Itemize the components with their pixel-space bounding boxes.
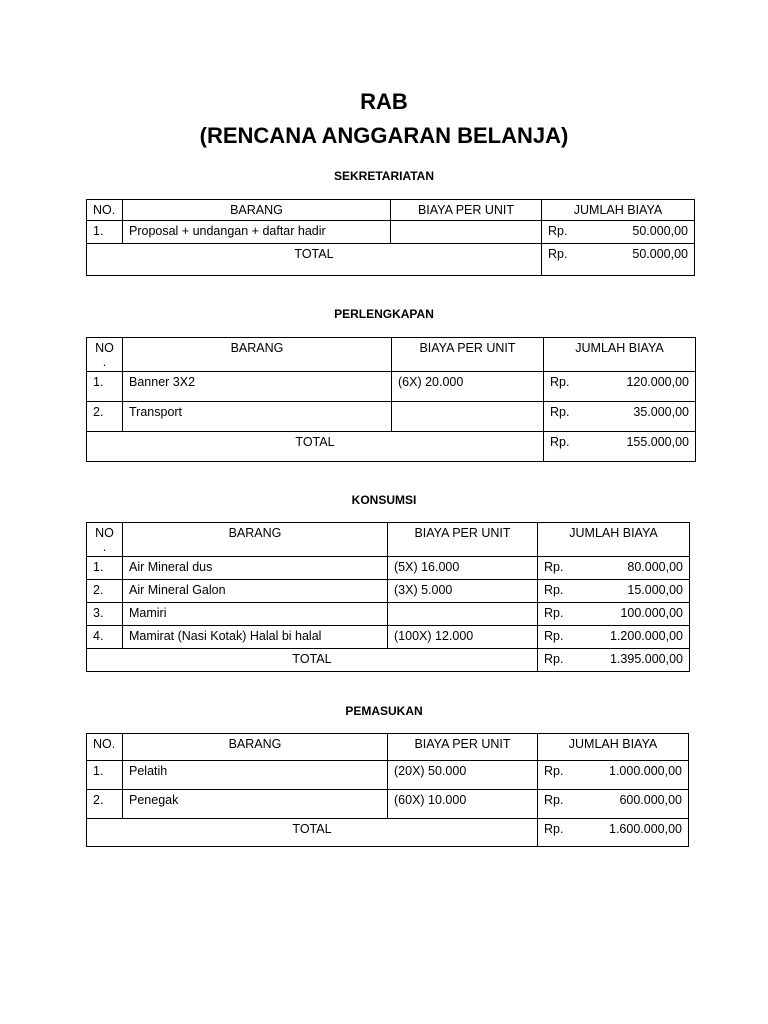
cell-biaya: (60X) 10.000 (388, 790, 538, 819)
header-biaya: BIAYA PER UNIT (392, 338, 544, 372)
section-title-pemasukan: PEMASUKAN (345, 704, 423, 718)
header-no: NO . (87, 338, 123, 372)
header-jumlah: JUMLAH BIAYA (538, 523, 690, 557)
cell-barang: Mamirat (Nasi Kotak) Halal bi halal (123, 626, 388, 649)
header-biaya: BIAYA PER UNIT (391, 200, 542, 221)
table-header-row (87, 523, 690, 557)
total-value: 50.000,00 (632, 247, 688, 261)
header-barang: BARANG (123, 734, 388, 761)
section-title-sekretariatan: SEKRETARIATAN (334, 169, 434, 183)
total-label: TOTAL (87, 244, 542, 276)
total-amount-cell (542, 244, 695, 276)
cell-biaya: (5X) 16.000 (388, 557, 538, 580)
total-row (87, 432, 696, 462)
header-no: NO . (87, 523, 123, 557)
currency-label: Rp. (548, 224, 568, 238)
cell-jumlah (542, 221, 695, 244)
cell-barang: Air Mineral dus (123, 557, 388, 580)
header-jumlah: JUMLAH BIAYA (544, 338, 696, 372)
cell-no: 1. (87, 557, 123, 580)
cell-biaya (392, 402, 544, 432)
cell-jumlah: Rp. 80.000,00 (538, 557, 690, 580)
section-title-perlengkapan: PERLENGKAPAN (334, 307, 434, 321)
cell-barang: Air Mineral Galon (123, 580, 388, 603)
cell-biaya: (20X) 50.000 (388, 761, 538, 790)
table-row (87, 603, 690, 626)
total-value: 155.000,00 (626, 435, 689, 449)
total-label: TOTAL (87, 432, 544, 462)
total-label: TOTAL (87, 649, 538, 672)
cell-no: 1. (87, 761, 123, 790)
cell-biaya: (100X) 12.000 (388, 626, 538, 649)
cell-jumlah: Rp. 35.000,00 (544, 402, 696, 432)
table-row (87, 402, 696, 432)
total-value: 1.600.000,00 (609, 822, 682, 836)
cell-barang: Pelatih (123, 761, 388, 790)
cell-barang: Transport (123, 402, 392, 432)
table-perlengkapan (86, 337, 696, 462)
total-amount-cell: Rp. 155.000,00 (544, 432, 696, 462)
cell-no: 4. (87, 626, 123, 649)
header-no: NO. (87, 734, 123, 761)
total-value: 1.395.000,00 (610, 652, 683, 666)
cell-jumlah: Rp. 120.000,00 (544, 372, 696, 402)
cell-no: 1. (87, 372, 123, 402)
cell-jumlah: Rp. 600.000,00 (538, 790, 689, 819)
table-row (87, 372, 696, 402)
cell-jumlah: Rp. 100.000,00 (538, 603, 690, 626)
table-row (87, 580, 690, 603)
header-barang: BARANG (123, 200, 391, 221)
table-row (87, 761, 689, 790)
header-biaya: BIAYA PER UNIT (388, 734, 538, 761)
table-row (87, 221, 695, 244)
table-row (87, 557, 690, 580)
cell-jumlah: Rp. 1.200.000,00 (538, 626, 690, 649)
header-no: NO. (87, 200, 123, 221)
total-amount-cell: Rp. 1.395.000,00 (538, 649, 690, 672)
total-row (87, 649, 690, 672)
total-amount-cell: Rp. 1.600.000,00 (538, 819, 689, 847)
cell-jumlah: Rp. 15.000,00 (538, 580, 690, 603)
header-barang: BARANG (123, 523, 388, 557)
cell-no: 1. (87, 221, 123, 244)
cell-barang: Banner 3X2 (123, 372, 392, 402)
header-barang: BARANG (123, 338, 392, 372)
cell-barang: Mamiri (123, 603, 388, 626)
amount-value: 50.000,00 (632, 224, 688, 238)
header-biaya: BIAYA PER UNIT (388, 523, 538, 557)
table-row (87, 790, 689, 819)
header-jumlah: JUMLAH BIAYA (538, 734, 689, 761)
cell-biaya (388, 603, 538, 626)
section-title-konsumsi: KONSUMSI (351, 493, 417, 507)
cell-biaya: (3X) 5.000 (388, 580, 538, 603)
table-sekretariatan (86, 199, 695, 276)
total-row (87, 244, 695, 276)
table-row (87, 626, 690, 649)
cell-no: 2. (87, 402, 123, 432)
cell-no: 3. (87, 603, 123, 626)
table-konsumsi (86, 522, 690, 672)
cell-biaya: (6X) 20.000 (392, 372, 544, 402)
header-jumlah: JUMLAH BIAYA (542, 200, 695, 221)
currency-label: Rp. (548, 247, 568, 261)
table-header-row (87, 200, 695, 221)
total-row (87, 819, 689, 847)
cell-biaya (391, 221, 542, 244)
table-header-row (87, 338, 696, 372)
document-subtitle: (RENCANA ANGGARAN BELANJA) (199, 123, 569, 148)
document-title: RAB (360, 89, 408, 114)
table-pemasukan (86, 733, 689, 847)
cell-barang: Penegak (123, 790, 388, 819)
cell-no: 2. (87, 580, 123, 603)
table-header-row (87, 734, 689, 761)
total-label: TOTAL (87, 819, 538, 847)
cell-jumlah: Rp. 1.000.000,00 (538, 761, 689, 790)
cell-barang: Proposal + undangan + daftar hadir (123, 221, 391, 244)
cell-no: 2. (87, 790, 123, 819)
